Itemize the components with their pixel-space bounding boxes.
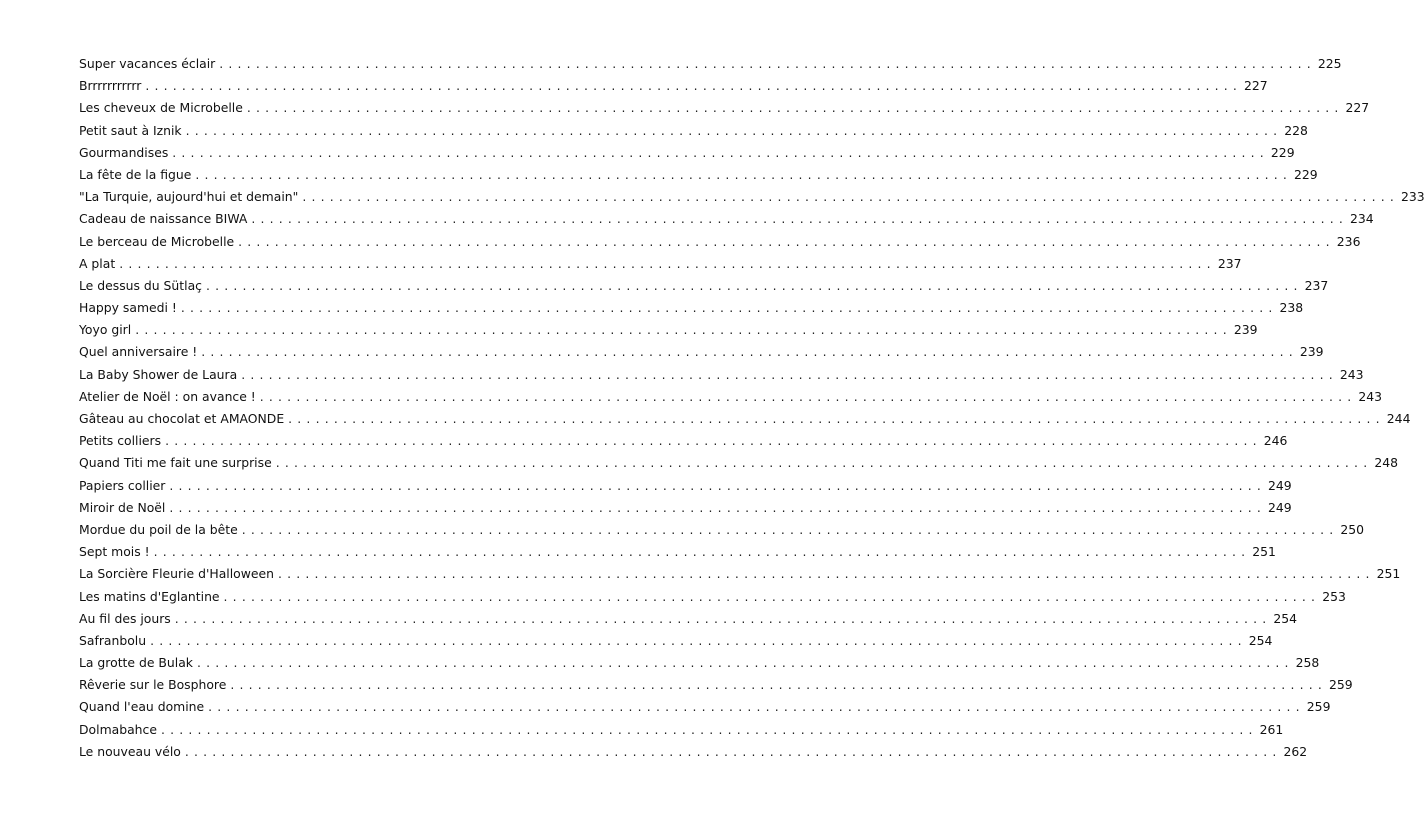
toc-entry-title: Le dessus du Sütlaç <box>79 277 202 293</box>
toc-entry-page: 243 <box>1358 388 1383 404</box>
toc-entry[interactable] <box>79 97 1370 119</box>
toc-entry[interactable] <box>79 253 1242 275</box>
toc-entry-page: 254 <box>1273 610 1298 626</box>
toc-entry-title: Super vacances éclair <box>79 56 216 71</box>
dot-leader: ........................................................................................................................ <box>174 610 1272 626</box>
dot-leader: ........................................................................................................................ <box>160 721 1258 737</box>
toc-entry[interactable] <box>79 186 1425 208</box>
toc-entry-page: 237 <box>1304 277 1329 293</box>
dot-leader: ........................................................................................................................ <box>201 344 1298 360</box>
toc-entry-page: 246 <box>1263 433 1288 449</box>
toc-entry[interactable] <box>79 341 1324 363</box>
toc-entry-page: 227 <box>1345 100 1370 116</box>
toc-entry[interactable] <box>79 319 1258 341</box>
toc-entry-page: 238 <box>1279 300 1304 316</box>
dot-leader: ........................................................................................................................ <box>119 255 1216 271</box>
toc-entry-page: 239 <box>1233 322 1258 338</box>
toc-entry-page: 228 <box>1284 122 1308 138</box>
toc-entry[interactable] <box>79 652 1320 674</box>
table-of-contents <box>79 53 1425 763</box>
toc-entry-page: 254 <box>1248 632 1273 648</box>
toc-entry[interactable] <box>79 741 1308 763</box>
toc-entry-title: La Baby Shower de Laura <box>79 366 238 382</box>
dot-leader: ........................................................................................................................ <box>241 521 1339 537</box>
toc-entry[interactable] <box>79 452 1398 474</box>
toc-entry-page: 248 <box>1374 455 1398 471</box>
toc-entry-page: 251 <box>1252 544 1276 560</box>
toc-entry[interactable] <box>79 386 1383 408</box>
dot-leader: ........................................................................................................................ <box>135 322 1232 338</box>
toc-entry-title: Papiers collier <box>79 477 166 493</box>
toc-entry[interactable] <box>79 208 1374 230</box>
dot-leader: ........................................................................................................................ <box>165 433 1262 449</box>
toc-entry-title: Quel anniversaire ! <box>79 344 198 360</box>
dot-leader: ........................................................................................................................ <box>238 233 1335 249</box>
toc-entry-title: Sept mois ! <box>79 544 150 560</box>
toc-entry[interactable] <box>79 142 1295 164</box>
dot-leader: ........................................................................................................................ <box>185 122 1283 138</box>
toc-entry-page: 262 <box>1283 743 1308 759</box>
toc-entry[interactable] <box>79 120 1308 142</box>
dot-leader: ........................................................................................................................ <box>172 144 1269 160</box>
toc-entry-page: 229 <box>1294 166 1318 182</box>
toc-entry-title: Le berceau de Microbelle <box>79 233 235 249</box>
toc-entry-page: 249 <box>1268 477 1292 493</box>
toc-entry-title: Yoyo girl <box>79 322 132 338</box>
toc-entry[interactable] <box>79 475 1292 497</box>
dot-leader: ........................................................................................................................ <box>288 411 1385 426</box>
toc-entry-title: Brrrrrrrrrrr <box>79 78 142 94</box>
toc-entry[interactable] <box>79 497 1292 519</box>
toc-entry-page: 239 <box>1299 344 1324 360</box>
dot-leader: ........................................................................................................................ <box>223 588 1321 604</box>
toc-entry[interactable] <box>79 164 1318 186</box>
toc-entry[interactable] <box>79 408 1411 430</box>
toc-entry-page: 258 <box>1295 655 1320 671</box>
toc-entry[interactable] <box>79 586 1346 608</box>
toc-entry[interactable] <box>79 53 1342 75</box>
toc-entry[interactable] <box>79 608 1298 630</box>
toc-entry-page: 229 <box>1270 144 1295 160</box>
toc-entry-page: 243 <box>1339 366 1364 382</box>
toc-entry-title: Au fil des jours <box>79 610 171 626</box>
toc-entry-title: Quand Titi me fait une surprise <box>79 455 272 471</box>
toc-entry-title: La grotte de Bulak <box>79 655 193 671</box>
dot-leader: ........................................................................................................................ <box>259 388 1357 404</box>
dot-leader: ........................................................................................................................ <box>150 632 1247 648</box>
toc-entry-title: Gourmandises <box>79 144 169 160</box>
dot-leader: ........................................................................................................................ <box>195 166 1293 182</box>
toc-entry-page: 253 <box>1322 588 1346 604</box>
toc-entry-title: A plat <box>79 255 116 271</box>
toc-entry[interactable] <box>79 297 1304 319</box>
toc-entry[interactable] <box>79 430 1288 452</box>
toc-entry-title: Safranbolu <box>79 632 147 648</box>
toc-entry-page: 225 <box>1317 56 1342 71</box>
dot-leader: ........................................................................................................................ <box>153 544 1251 560</box>
toc-entry-title: Atelier de Noël : on avance ! <box>79 388 256 404</box>
toc-entry[interactable] <box>79 275 1329 297</box>
toc-entry[interactable] <box>79 696 1331 718</box>
toc-entry-title: Cadeau de naissance BIWA <box>79 211 248 227</box>
toc-entry[interactable] <box>79 364 1364 386</box>
dot-leader: ........................................................................................................................ <box>208 699 1305 715</box>
toc-entry[interactable] <box>79 563 1401 585</box>
toc-entry-title: "La Turquie, aujourd'hui et demain" <box>79 189 299 205</box>
toc-entry-page: 249 <box>1268 499 1292 515</box>
toc-entry-title: La Sorcière Fleurie d'Halloween <box>79 566 274 582</box>
toc-entry-page: 259 <box>1329 677 1353 693</box>
dot-leader: ........................................................................................................................ <box>196 655 1294 671</box>
dot-leader: ........................................................................................................................ <box>169 499 1266 515</box>
toc-entry[interactable] <box>79 630 1273 652</box>
toc-entry-title: Mordue du poil de la bête <box>79 521 238 537</box>
toc-entry-page: 251 <box>1376 566 1401 582</box>
dot-leader: ........................................................................................................................ <box>241 366 1338 382</box>
toc-entry-title: La fête de la figue <box>79 166 192 182</box>
dot-leader: ........................................................................................................................ <box>278 566 1375 582</box>
dot-leader: ........................................................................................................................ <box>246 100 1344 116</box>
toc-entry[interactable] <box>79 231 1361 253</box>
toc-entry-title: Dolmabahce <box>79 721 157 737</box>
toc-entry-page: 234 <box>1350 211 1374 227</box>
dot-leader: ........................................................................................................................ <box>184 743 1282 759</box>
toc-entry-title: Quand l'eau domine <box>79 699 205 715</box>
dot-leader: ........................................................................................................................ <box>180 300 1278 316</box>
toc-entry-page: 250 <box>1340 521 1365 537</box>
toc-entry[interactable] <box>79 541 1276 563</box>
dot-leader: ........................................................................................................................ <box>145 78 1242 94</box>
toc-entry-title: Rêverie sur le Bosphore <box>79 677 227 693</box>
toc-entry[interactable] <box>79 519 1365 541</box>
toc-entry[interactable] <box>79 75 1268 97</box>
dot-leader: ........................................................................................................................ <box>230 677 1327 693</box>
toc-entry[interactable] <box>79 674 1353 696</box>
toc-entry-title: Petits colliers <box>79 433 162 449</box>
dot-leader: ........................................................................................................................ <box>275 455 1373 471</box>
toc-entry-title: Happy samedi ! <box>79 300 177 316</box>
dot-leader: ........................................................................................................................ <box>251 211 1349 227</box>
toc-entry-title: Petit saut à Iznik <box>79 122 182 138</box>
toc-entry-title: Les cheveux de Microbelle <box>79 100 243 116</box>
dot-leader: ........................................................................................................................ <box>205 277 1303 293</box>
toc-entry-page: 227 <box>1244 78 1268 94</box>
toc-entry-page: 236 <box>1336 233 1361 249</box>
toc-entry-page: 261 <box>1259 721 1284 737</box>
toc-entry-page: 233 <box>1400 189 1425 205</box>
dot-leader: ........................................................................................................................ <box>302 189 1399 205</box>
toc-entry[interactable] <box>79 719 1284 741</box>
dot-leader: ........................................................................................................................ <box>219 56 1316 71</box>
toc-entry-title: Les matins d'Eglantine <box>79 588 220 604</box>
toc-entry-page: 259 <box>1306 699 1331 715</box>
toc-entry-title: Gâteau au chocolat et AMAONDE <box>79 411 285 426</box>
toc-entry-title: Le nouveau vélo <box>79 743 181 759</box>
toc-entry-title: Miroir de Noël <box>79 499 166 515</box>
toc-entry-page: 244 <box>1386 411 1411 426</box>
dot-leader: ........................................................................................................................ <box>169 477 1267 493</box>
toc-entry-page: 237 <box>1217 255 1242 271</box>
